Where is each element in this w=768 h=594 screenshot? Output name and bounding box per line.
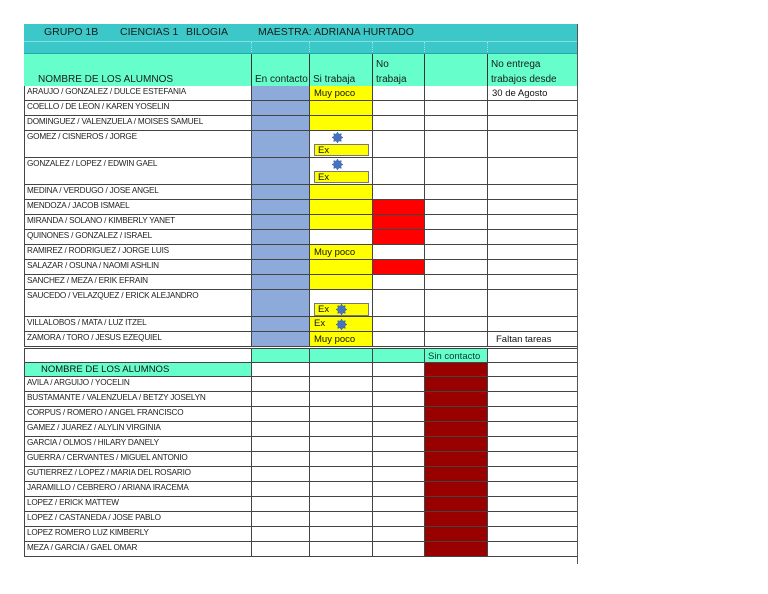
table-row: [24, 437, 577, 452]
si-trabaja-cell: [309, 158, 372, 184]
en-contacto-cell: [251, 116, 309, 130]
header-en-contacto: En contacto: [251, 54, 309, 87]
si-trabaja-cell: Muy poco: [309, 86, 372, 100]
student-name: QUINONES / GONZALEZ / ISRAEL: [24, 230, 251, 244]
empty-cell: [424, 260, 487, 274]
student-name: MIRANDA / SOLANO / KIMBERLY YANET: [24, 215, 251, 229]
no-entrega-cell: [487, 512, 577, 526]
table-row: [24, 542, 577, 557]
table-row: [24, 422, 577, 437]
table-row: [24, 317, 577, 332]
ex-badge: Ex: [314, 144, 369, 156]
teacher-label: MAESTRA: ADRIANA HURTADO: [258, 26, 414, 38]
si-trabaja-cell: [309, 200, 372, 214]
no-entrega-cell: [487, 497, 577, 511]
si-trabaja-cell: [309, 290, 372, 316]
en-contacto-cell: [251, 101, 309, 115]
no-trabaja-cell: [372, 200, 424, 214]
no-trabaja-cell: [372, 497, 424, 511]
no-entrega-cell: [487, 158, 577, 184]
si-trabaja-cell: [309, 377, 372, 391]
si-trabaja-cell: [309, 230, 372, 244]
section2-header-row: [24, 363, 577, 377]
si-trabaja-cell: [309, 422, 372, 436]
empty-cell: [424, 101, 487, 115]
student-name: SANCHEZ / MEZA / ERIK EFRAIN: [24, 275, 251, 289]
sin-contacto-cell: [424, 512, 487, 526]
student-name: AVILA / ARGUIJO / YOCELIN: [24, 377, 251, 391]
empty-cell: [424, 158, 487, 184]
ex-badge: Ex: [314, 171, 369, 183]
no-trabaja-cell: [372, 215, 424, 229]
header-empty: [424, 54, 487, 87]
no-trabaja-cell: [372, 260, 424, 274]
no-entrega-cell: [487, 437, 577, 451]
separator-row: [24, 348, 577, 363]
no-entrega-cell: [487, 422, 577, 436]
group-label: GRUPO 1B: [44, 26, 99, 38]
sin-contacto-cell: [424, 377, 487, 391]
empty-cell: [424, 116, 487, 130]
sin-contacto-cell: [424, 467, 487, 481]
en-contacto-cell: [251, 422, 309, 436]
student-name: DOMINGUEZ / VALENZUELA / MOISES SAMUEL: [24, 116, 251, 130]
empty-cell: [424, 86, 487, 100]
table-row: [24, 407, 577, 422]
sin-contacto-cell: [424, 527, 487, 541]
sin-contacto-cell: [424, 452, 487, 466]
student-name: BUSTAMANTE / VALENZUELA / BETZY JOSELYN: [24, 392, 251, 406]
no-entrega-cell: [487, 131, 577, 157]
no-entrega-cell: [487, 230, 577, 244]
table-row: [24, 200, 577, 215]
en-contacto-cell: [251, 527, 309, 541]
no-entrega-cell: [487, 317, 577, 331]
student-name: VILLALOBOS / MATA / LUZ ITZEL: [24, 317, 251, 331]
table-row: [24, 215, 577, 230]
no-trabaja-cell: [372, 407, 424, 421]
no-trabaja-cell: [372, 275, 424, 289]
si-trabaja-cell: [309, 497, 372, 511]
no-entrega-cell: [487, 215, 577, 229]
ex-badge: Ex: [314, 303, 369, 316]
no-trabaja-cell: [372, 131, 424, 157]
star-icon: [336, 304, 347, 315]
en-contacto-cell: [251, 200, 309, 214]
table-row: [24, 116, 577, 131]
no-entrega-cell: [487, 452, 577, 466]
no-trabaja-cell: [372, 482, 424, 496]
no-trabaja-cell: [372, 185, 424, 199]
no-entrega-cell: [487, 542, 577, 556]
si-trabaja-cell: [309, 437, 372, 451]
empty-cell: [424, 131, 487, 157]
sin-contacto-cell: [424, 407, 487, 421]
sin-contacto-cell: [424, 422, 487, 436]
empty-cell: [424, 290, 487, 316]
student-name: GARCIA / OLMOS / HILARY DANELY: [24, 437, 251, 451]
en-contacto-cell: [251, 86, 309, 100]
si-trabaja-cell: Ex: [309, 317, 372, 331]
sin-contacto-cell: [424, 482, 487, 496]
no-entrega-cell: [487, 245, 577, 259]
si-trabaja-cell: [309, 275, 372, 289]
si-trabaja-cell: [309, 512, 372, 526]
en-contacto-cell: [251, 131, 309, 157]
table-row: [24, 290, 577, 317]
en-contacto-cell: [251, 452, 309, 466]
student-name: COELLO / DE LEON / KAREN YOSELIN: [24, 101, 251, 115]
sin-contacto-cell: [424, 497, 487, 511]
en-contacto-cell: [251, 407, 309, 421]
si-trabaja-cell: Muy poco: [309, 332, 372, 346]
student-name: SAUCEDO / VELAZQUEZ / ERICK ALEJANDRO: [24, 290, 251, 316]
sin-contacto-cell: [424, 542, 487, 556]
subject-label: CIENCIAS 1: [120, 26, 179, 38]
no-trabaja-cell: [372, 437, 424, 451]
title-bar: [24, 24, 577, 41]
header-nombre: NOMBRE DE LOS ALUMNOS: [38, 74, 174, 85]
en-contacto-cell: [251, 467, 309, 481]
table-row: [24, 101, 577, 116]
table-row: [24, 185, 577, 200]
empty-cell: [424, 230, 487, 244]
no-entrega-cell: 30 de Agosto: [487, 86, 577, 100]
table-row: [24, 245, 577, 260]
no-trabaja-cell: [372, 317, 424, 331]
si-trabaja-cell: [309, 131, 372, 157]
no-trabaja-cell: [372, 158, 424, 184]
table-row: [24, 452, 577, 467]
table-row: [24, 527, 577, 542]
star-icon: [332, 159, 343, 170]
table-row: [24, 377, 577, 392]
si-trabaja-cell: [309, 101, 372, 115]
en-contacto-cell: [251, 377, 309, 391]
no-trabaja-cell: [372, 245, 424, 259]
student-name: SALAZAR / OSUNA / NAOMI ASHLIN: [24, 260, 251, 274]
student-name: MENDOZA / JACOB ISMAEL: [24, 200, 251, 214]
en-contacto-cell: [251, 332, 309, 346]
no-entrega-cell: [487, 527, 577, 541]
en-contacto-cell: [251, 245, 309, 259]
student-name: GUTIERREZ / LOPEZ / MARIA DEL ROSARIO: [24, 467, 251, 481]
en-contacto-cell: [251, 392, 309, 406]
column-header-row: [24, 53, 577, 86]
no-entrega-cell: [487, 275, 577, 289]
si-trabaja-cell: [309, 452, 372, 466]
no-entrega-cell: Faltan tareas: [487, 332, 577, 346]
table-row: [24, 131, 577, 158]
si-trabaja-cell: Muy poco: [309, 245, 372, 259]
sin-contacto-cell: [424, 437, 487, 451]
student-name: GONZALEZ / LOPEZ / EDWIN GAEL: [24, 158, 251, 184]
student-name: RAMIREZ / RODRIGUEZ / JORGE LUIS: [24, 245, 251, 259]
no-trabaja-cell: [372, 512, 424, 526]
table-row: [24, 482, 577, 497]
no-entrega-cell: [487, 101, 577, 115]
student-name: ARAUJO / GONZALEZ / DULCE ESTEFANIA: [24, 86, 251, 100]
table-row: [24, 467, 577, 482]
table-row: [24, 512, 577, 527]
si-trabaja-cell: [309, 407, 372, 421]
table-row: [24, 260, 577, 275]
si-trabaja-cell: [309, 260, 372, 274]
en-contacto-cell: [251, 260, 309, 274]
en-contacto-cell: [251, 512, 309, 526]
sin-contacto-label: Sin contacto: [424, 349, 487, 362]
sin-contacto-cell: [424, 392, 487, 406]
en-contacto-cell: [251, 497, 309, 511]
en-contacto-cell: [251, 215, 309, 229]
student-name: MEZA / GARCIA / GAEL OMAR: [24, 542, 251, 556]
student-name: JARAMILLO / CEBRERO / ARIANA IRACEMA: [24, 482, 251, 496]
no-entrega-cell: [487, 482, 577, 496]
student-name: CORPUS / ROMERO / ANGEL FRANCISCO: [24, 407, 251, 421]
si-trabaja-cell: [309, 116, 372, 130]
no-entrega-cell: [487, 116, 577, 130]
student-name: GUERRA / CERVANTES / MIGUEL ANTONIO: [24, 452, 251, 466]
star-icon: [336, 319, 347, 330]
en-contacto-cell: [251, 482, 309, 496]
no-entrega-cell: [487, 260, 577, 274]
no-trabaja-cell: [372, 290, 424, 316]
no-trabaja-cell: [372, 116, 424, 130]
empty-cell: [424, 185, 487, 199]
header-si-trabaja: Si trabaja: [309, 54, 372, 87]
no-entrega-cell: [487, 290, 577, 316]
no-entrega-cell: [487, 377, 577, 391]
en-contacto-cell: [251, 542, 309, 556]
si-trabaja-cell: [309, 482, 372, 496]
student-name: GOMEZ / CISNEROS / JORGE: [24, 131, 251, 157]
no-trabaja-cell: [372, 527, 424, 541]
table-row: [24, 497, 577, 512]
no-trabaja-cell: [372, 467, 424, 481]
star-icon: [332, 132, 343, 143]
student-name: ZAMORA / TORO / JESUS EZEQUIEL: [24, 332, 251, 346]
si-trabaja-cell: [309, 392, 372, 406]
en-contacto-cell: [251, 437, 309, 451]
blank-header-row: [24, 41, 577, 53]
empty-cell: [424, 215, 487, 229]
en-contacto-cell: [251, 185, 309, 199]
no-trabaja-cell: [372, 452, 424, 466]
table-row: [24, 332, 577, 347]
no-entrega-cell: [487, 200, 577, 214]
student-name: LOPEZ ROMERO LUZ KIMBERLY: [24, 527, 251, 541]
si-trabaja-cell: [309, 215, 372, 229]
no-trabaja-cell: [372, 422, 424, 436]
empty-cell: [424, 200, 487, 214]
no-entrega-cell: [487, 407, 577, 421]
no-trabaja-cell: [372, 230, 424, 244]
en-contacto-cell: [251, 290, 309, 316]
si-trabaja-cell: [309, 527, 372, 541]
table-row: [24, 392, 577, 407]
si-trabaja-cell: [309, 185, 372, 199]
empty-cell: [424, 317, 487, 331]
no-trabaja-cell: [372, 86, 424, 100]
header-no-entrega: No entrega trabajos desde: [487, 54, 577, 87]
no-trabaja-cell: [372, 377, 424, 391]
si-trabaja-cell: [309, 467, 372, 481]
empty-cell: [424, 332, 487, 346]
empty-cell: [424, 245, 487, 259]
en-contacto-cell: [251, 275, 309, 289]
si-trabaja-cell: [309, 542, 372, 556]
table-row: [24, 230, 577, 245]
en-contacto-cell: [251, 230, 309, 244]
table-row: [24, 275, 577, 290]
no-trabaja-cell: [372, 101, 424, 115]
no-trabaja-cell: [372, 542, 424, 556]
section2-title: NOMBRE DE LOS ALUMNOS: [24, 363, 251, 376]
no-trabaja-cell: [372, 332, 424, 346]
student-name: MEDINA / VERDUGO / JOSE ANGEL: [24, 185, 251, 199]
no-entrega-cell: [487, 392, 577, 406]
no-trabaja-cell: [372, 392, 424, 406]
student-name: LOPEZ / ERICK MATTEW: [24, 497, 251, 511]
course-label: BILOGIA: [186, 26, 229, 38]
empty-cell: [424, 275, 487, 289]
table-row: [24, 86, 577, 101]
en-contacto-cell: [251, 158, 309, 184]
header-no-trabaja: No trabaja: [372, 54, 424, 87]
student-name: LOPEZ / CASTANEDA / JOSE PABLO: [24, 512, 251, 526]
no-entrega-cell: [487, 467, 577, 481]
no-entrega-cell: [487, 185, 577, 199]
en-contacto-cell: [251, 317, 309, 331]
table-row: [24, 158, 577, 185]
student-name: GAMEZ / JUAREZ / ALYLIN VIRGINIA: [24, 422, 251, 436]
